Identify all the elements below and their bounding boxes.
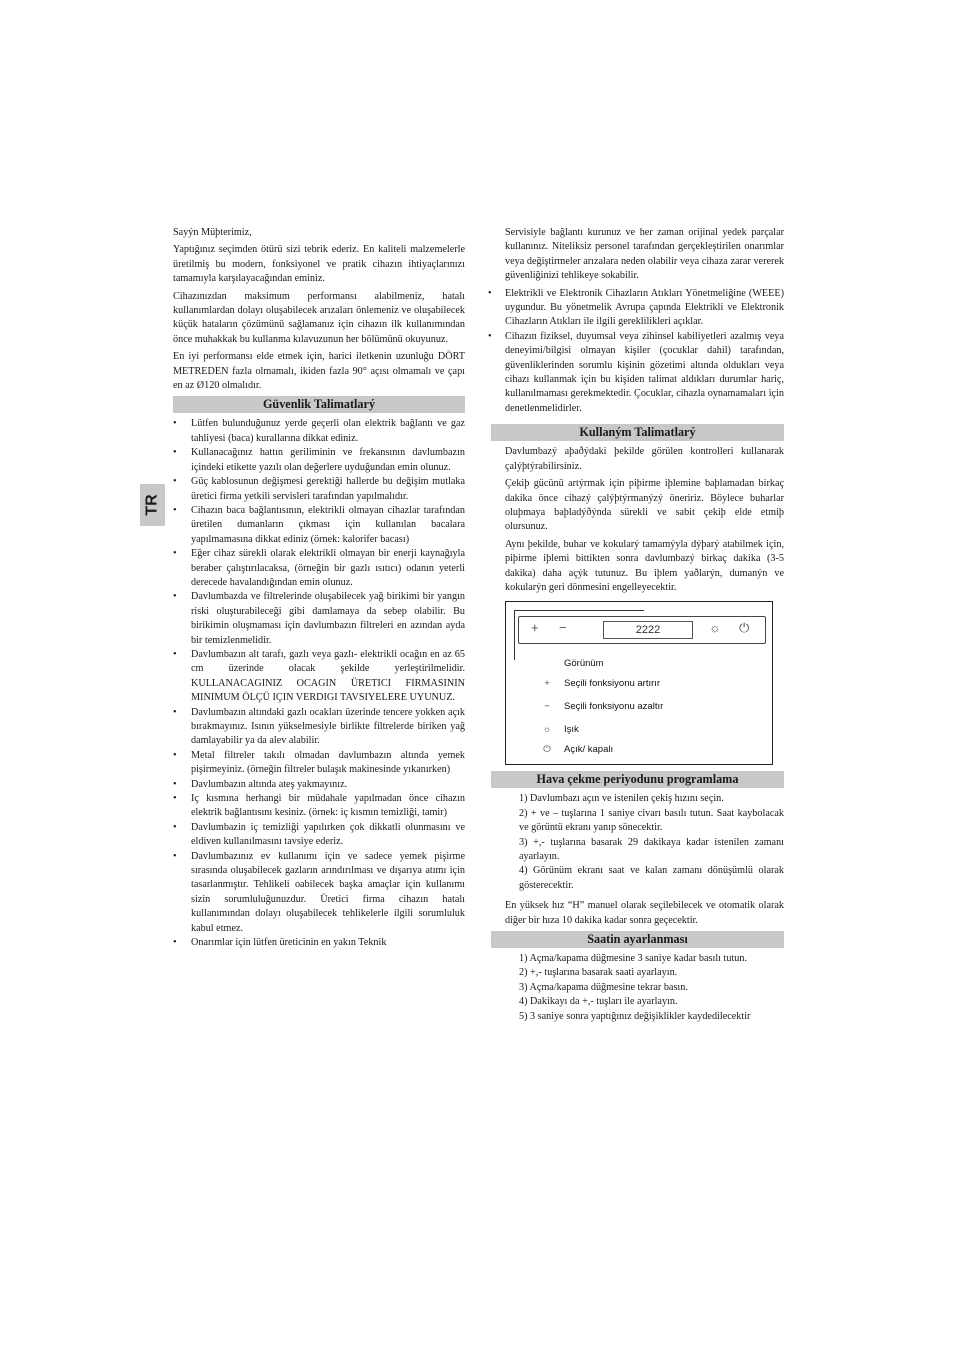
legend-increase [536, 678, 660, 690]
language-tab [140, 484, 165, 526]
legend-label: Seçili fonksiyonu artırır [564, 678, 661, 690]
legend-label: Seçili fonksiyonu azaltır [564, 701, 664, 713]
right-column [491, 226, 784, 1024]
control-strip [518, 616, 766, 644]
safety-item: • Davlumbazınız ev kullanımı için ve sadece yemek pişirme sırasında oluşabilecek gazların arındırılması ve dışarıya atımı için tasarlanmıştır. Tehlikeli oabilecek başka amaçlar için kullanımı sizin sorumluluğunuzdur. Üretici firma cihazın hatalı kullanımından dolayı oluşabilecek tehlikelerle ilgili sorumluluk kabul etmez. [173, 850, 465, 936]
clock-heading: Saatin ayarlanması [491, 931, 784, 948]
plus-button[interactable]: + [531, 620, 539, 636]
intro-paragraph: En iyi performansı elde etmek için, harici iletkenin uzunluğu DÖRT METREDEN fazla olmamalı, ikiden fazla 90° açısı olmamalı ve çapı en az Ø120 olmalıdır. [173, 351, 465, 392]
safety-item: • Iç kısmına herhangi bir müdahale yapılmadan önce cihazın elektrik bağlantısını kesiniz. (örnek: iç kısmın temizliği, tamir) [173, 792, 465, 821]
weee-item: • Cihazın fiziksel, duyumsal veya zihinsel kabiliyetleri azalmış veya deneyimi/bilgisi olmayan kişiler (çocuklar dahil) tarafından, güvenliklerinden sorumlu kişinin gözetimi altında oldukları veya cihazı kullanmak için bu kişiden talimat aldıkları durumlar hariç, kullanılmaması gerekmektedir. Çocuklar, cihazla oynamamaları için denetlenmelidirler. [491, 330, 784, 416]
legend-power [536, 744, 613, 756]
leader-line [514, 610, 644, 611]
weee-list [491, 287, 784, 417]
programming-step: 1) Davlumbazı açın ve istenilen çekiş hızını seçin. [519, 793, 724, 805]
legend-display [536, 658, 604, 670]
minus-icon: − [544, 701, 550, 713]
legend-label: Açık/ kapalı [564, 744, 614, 756]
safety-item: • Lütfen bulunduğunuz yerde geçerli olan elektrik bağlantı ve gaz tahliyesi (baca) kurallarına dikkat ediniz. [173, 417, 465, 446]
safety-heading: Güvenlik Talimatlarý [173, 396, 465, 413]
safety-item: • Davlumbazda ve filtrelerinde oluşabilecek yağ birikimi bir yangın riski oluşturabileceği gibi damlamaya da sebep olabilir. Bu birikimin oluşmaması için davlumbazın filtreleri en azından ayda bir temizlenmelidir. [173, 590, 465, 648]
clock-step: 5) 3 saniye sonra yaptığınız değişiklikler kaydedilecektir [519, 1010, 751, 1022]
programming-step: 2) + ve – tuşlarına 1 saniye civarı basılı tutun. Saat kaybolacak ve görüntü ekranı yanıp sönecektir. [519, 807, 784, 834]
left-column [173, 226, 465, 951]
clock-steps [491, 952, 784, 1024]
safety-item: • Kullanacağınız hattın geriliminin ve frekansının davlumbazın içindeki etikette yazılı olan değerlere uyduğundan emin olunuz. [173, 446, 465, 475]
weee-item: • Elektrikli ve Elektronik Cihazların Atıkları Yönetmeliğine (WEEE) uygundur. Bu yönetmelik Avrupa çapında Elektrikli ve Elektronik Cihazların Atıkları ile ilgili gereklilikleri açıklar. [491, 287, 784, 330]
safety-item: • Davlumbazın altında ateş yakmayınız. [173, 778, 465, 792]
programming-note: En yüksek hız “H” manuel olarak seçilebilecek ve otomatik olarak diğer bir hıza 10 dakika kadar sonra geçecektir. [505, 900, 784, 926]
safety-item: • Onarımlar için lütfen üreticinin en yakın Teknik [173, 936, 465, 950]
usage-paragraph: Çekiþ gücünü artýrmak için piþirme iþlemine baþlamadan birkaç dakika önce cihazý çalýþtýrmanýzý öneririz. Böylece buharlar oluþmaya baþladýðýnda sürekli ve sabit çekiþ elde etmiþ olursunuz. [505, 478, 784, 533]
legend-label: Işık [564, 724, 579, 736]
leader-line [514, 610, 515, 660]
clock-step: 2) +,- tuşlarına basarak saati ayarlayın. [519, 967, 678, 979]
safety-list [173, 417, 465, 950]
safety-item: • Cihazın baca bağlantısının, elektrikli olmayan cihazlar tarafından üretilen dumanların çıkması için kullanılan bacalara yapılmamasına dikkat ediniz (örnek: kalorifer bacası) [173, 504, 465, 547]
intro-paragraph: Cihazınızdan maksimum performansı alabilmeniz, hatalı kullanımlardan dolayı oluşabilecek arızaları önlemeniz ve oluşabilecek küçük hataların çözümünü sağlamanız için cihazın ilk kullanımından önce muhakkak bu kullanma kılavuzunun her bölümünü okuyunuz. [173, 290, 465, 345]
programming-heading: Hava çekme periyodunu programlama [491, 771, 784, 788]
programming-steps [491, 792, 784, 893]
legend-label: Görünüm [564, 658, 604, 670]
safety-item: • Davlumbazın altındaki gazlı ocakları üzerinde tencere yokken açık bırakmayınız. Isının yükselmesiyle birlikte filtrelerde biriken yağ damlayabilir ya da alev alabilir. [173, 706, 465, 749]
control-panel-diagram [505, 601, 773, 765]
safety-item: • Metal filtreler takılı olmadan davlumbazın altında yemek pişirmeyiniz. (örneğin filtreler bulaşık makinesinde yıkanırken) [173, 749, 465, 778]
usage-heading: Kullaným Talimatlarý [491, 424, 784, 441]
greeting: Sayýn Müþterimiz, [173, 227, 252, 238]
legend-decrease [536, 701, 663, 713]
clock-step: 3) Açma/kapama düğmesine tekrar basın. [519, 981, 688, 993]
clock-step: 1) Açma/kapama düğmesine 3 saniye kadar basılı tutun. [519, 953, 748, 964]
light-icon: ☼ [542, 724, 552, 736]
continuation-paragraph: Servisiyle bağlantı kurunuz ve her zaman orijinal yedek parçalar kullanınız. Niteliksiz personel tarafından gerçekleştirilen onarımlar veya değiştirmeler arızalara neden olabilir veya cihaza zarar vererek güvenliğinizi tehlikeye sokabilir. [505, 227, 784, 282]
clock-step: 4) Dakikayı da +,- tuşları ile ayarlayın. [519, 996, 678, 1008]
intro-paragraph: Yaptığınız seçimden ötürü sizi tebrik ederiz. En kaliteli malzemelerle üretilmiş bu modern, fonksiyonel ve pratik cihazın ihtiyaçlarınızı tamamıyla karşılayacağından eminiz. [173, 244, 465, 285]
safety-item: • Davlumbazın alt tarafı, gazlı veya gazlı- elektrikli ocağın en az 65 cm üzerinde olacak şekilde yerleştirilmelidir. KULLANACAGINIZ OCAGIN ÜRETICI FIRMASININ MINIMUM ÖLÇÜ IÇIN VERDIGI TAVSIYELERE UYUNUZ. [173, 648, 465, 706]
power-icon: ⏻ [543, 744, 551, 756]
legend-light [536, 724, 579, 736]
safety-item: • Güç kablosunun değişmesi gerektiği hallerde bu değişim mutlaka üretici firma yetkili servisleri tarafından yapılmalıdır. [173, 475, 465, 504]
display-screen: 2222 [603, 621, 693, 639]
safety-item: • Davlumbazin iç temizliği yapılırken çok dikkatli olunmasını ve eldiven kullanılmasını tavsiye ederiz. [173, 821, 465, 850]
light-icon[interactable]: ☼ [709, 620, 721, 636]
safety-item: • Eğer cihaz sürekli olarak elektrikli olmayan bir enerji kaynağıyla beraber çalıştırılacaksa, (örneğin bir gazlı ısıtıcı) odanın yeterli derecede havalandığından emin olunuz. [173, 547, 465, 590]
minus-button[interactable]: − [559, 620, 567, 636]
power-icon[interactable]: ⏻ [739, 620, 750, 636]
plus-icon: + [544, 678, 550, 690]
usage-paragraph: Aynı þekilde, buhar ve kokularý tamamýyla dýþarý atabilmek için, piþirme iþlemi bittikten sonra davlumbazý birkaç dakika (3-5 dakika) daha açýk tutunuz. Bu iþlem yaðlarýn, dumanýn ve kokularýn geri dönmesini engelleyecektir. [505, 538, 784, 593]
usage-paragraph: Davlumbazý aþaðýdaki þekilde görülen kontrolleri kullanarak çalýþtýrabilirsiniz. [505, 446, 784, 472]
programming-step: 4) Görünüm ekranı saat ve kalan zamanı dönüşümlü olarak gösterecektir. [519, 865, 784, 891]
language-tab-label: TR [143, 494, 161, 516]
programming-step: 3) +,- tuşlarına basarak 29 dakikaya kadar istenilen zamanı ayarlayın. [519, 836, 784, 862]
